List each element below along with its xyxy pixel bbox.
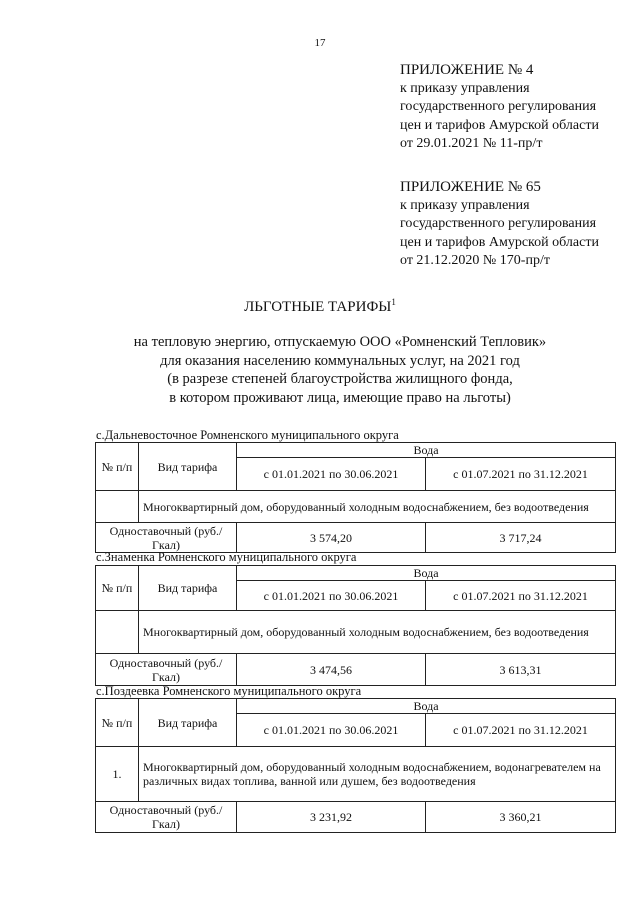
header-number: № п/п [96, 443, 139, 491]
section-title: с.Дальневосточное Ромненского муниципального округа [96, 428, 399, 442]
annex-line: цен и тарифов Амурской области [400, 234, 599, 250]
document-subtitle [0, 333, 640, 407]
tariff-table [95, 698, 616, 833]
header-tariff-type: Вид тарифа [139, 566, 237, 611]
section-title: с.Знаменка Ромненского муниципального округа [96, 550, 357, 564]
header-tariff-type: Вид тарифа [139, 699, 237, 747]
annex-line: государственного регулирования [400, 99, 597, 114]
housing-description: Многоквартирный дом, оборудованный холодным водоснабжением, без водоотведения [139, 611, 616, 654]
tariff-value-1: 3 231,92 [237, 802, 426, 833]
annex-line: к приказу управления [400, 197, 530, 213]
row-number: 1. [96, 747, 139, 802]
header-period-2: с 01.07.2021 по 31.12.2021 [426, 581, 616, 611]
tariff-value-2: 3 613,31 [426, 654, 616, 686]
tariff-table [95, 565, 616, 686]
header-period-1: с 01.01.2021 по 30.06.2021 [237, 714, 426, 747]
tariff-label: Одноставочный (руб./Гкал) [96, 802, 237, 833]
tariff-value-2: 3 717,24 [426, 523, 616, 553]
footnote-marker: 1 [391, 297, 396, 307]
tariff-table [95, 442, 616, 553]
annex-block-1 [400, 61, 635, 154]
header-period-2: с 01.07.2021 по 31.12.2021 [426, 714, 616, 747]
header-tariff-type: Вид тарифа [139, 443, 237, 491]
annex-line: от 29.01.2021 № 11-пр/т [400, 136, 543, 151]
header-water: Вода [237, 699, 616, 714]
section-title: с.Поздеевка Ромненского муниципального округа [96, 684, 362, 698]
tariff-value-1: 3 474,56 [237, 654, 426, 686]
housing-description: Многоквартирный дом, оборудованный холодным водоснабжением, водонагревателем на различных видах топлива, ванной или душем, без водоотведения [139, 747, 616, 802]
header-water: Вода [237, 443, 616, 458]
annex-block-2 [400, 178, 635, 271]
subtitle-line: для оказания населению коммунальных услуг, на 2021 год [160, 352, 520, 369]
tariff-value-2: 3 360,21 [426, 802, 616, 833]
annex-title: ПРИЛОЖЕНИЕ № 4 [400, 62, 534, 78]
subtitle-line: в котором проживают лица, имеющие право на льготы) [169, 389, 511, 406]
header-water: Вода [237, 566, 616, 581]
header-number: № п/п [96, 699, 139, 747]
annex-title: ПРИЛОЖЕНИЕ № 65 [400, 179, 541, 195]
header-number: № п/п [96, 566, 139, 611]
row-number [96, 611, 139, 654]
annex-line: цен и тарифов Амурской области [400, 117, 599, 133]
tariff-label: Одноставочный (руб./Гкал) [96, 523, 237, 553]
header-period-1: с 01.01.2021 по 30.06.2021 [237, 458, 426, 491]
header-period-1: с 01.01.2021 по 30.06.2021 [237, 581, 426, 611]
tariff-label: Одноставочный (руб./Гкал) [96, 654, 237, 686]
tariff-value-1: 3 574,20 [237, 523, 426, 553]
row-number [96, 491, 139, 523]
housing-description: Многоквартирный дом, оборудованный холодным водоснабжением, без водоотведения [139, 491, 616, 523]
annex-line: государственного регулирования [400, 216, 597, 231]
subtitle-line: (в разрезе степеней благоустройства жилищного фонда, [167, 371, 513, 387]
annex-line: к приказу управления [400, 80, 530, 96]
page-number: 17 [314, 37, 326, 49]
subtitle-line: на тепловую энергию, отпускаемую ООО «Ромненский Тепловик» [133, 334, 547, 350]
document-title-text: ЛЬГОТНЫЕ ТАРИФЫ [244, 299, 392, 315]
document-title [0, 297, 640, 316]
header-period-2: с 01.07.2021 по 31.12.2021 [426, 458, 616, 491]
annex-line: от 21.12.2020 № 170-пр/т [400, 253, 550, 268]
